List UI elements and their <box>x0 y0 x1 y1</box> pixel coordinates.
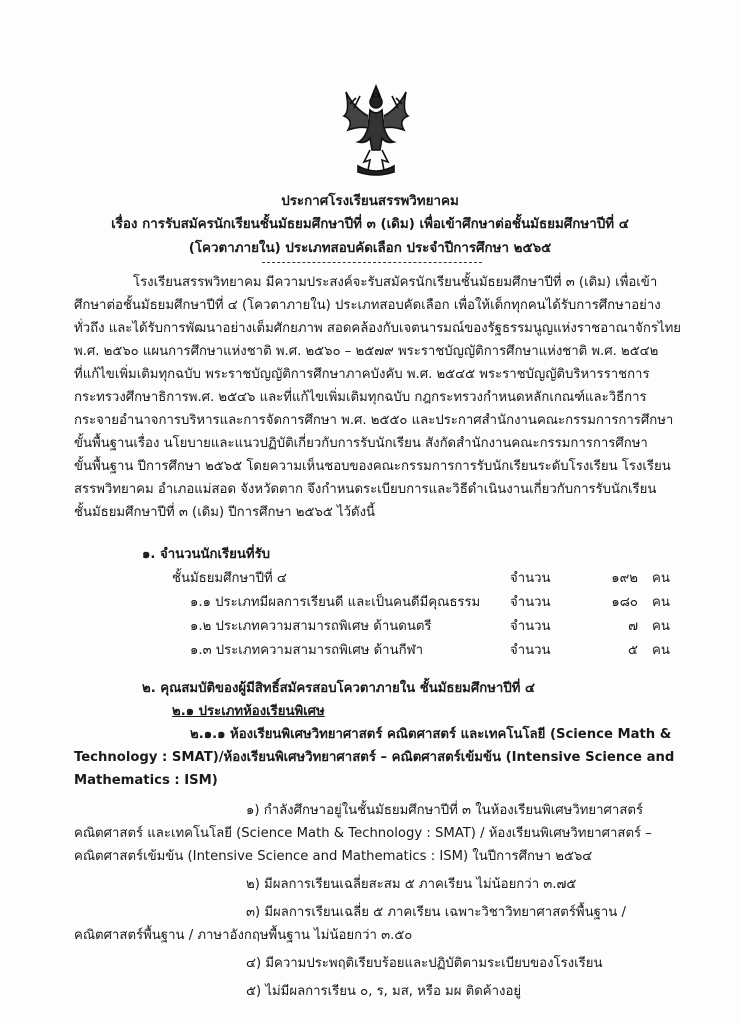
quota-label: ๑.๓ ประเภทความสามารถพิเศษ ด้านกีฬา <box>190 643 423 658</box>
qualification-item: ๔) มีความประพฤติเรียบร้อยและปฏิบัติตามระเบียบของโรงเรียน <box>246 956 603 971</box>
section-2-1-1-heading-cont: Technology : SMAT)/ห้องเรียนพิเศษวิทยาศาสตร์ – คณิตศาสตร์เข้มข้น (Intensive Science and <box>74 750 675 765</box>
quota-unit: คน <box>652 595 670 610</box>
qualification-item-cont: คณิตศาสตร์เข้มข้น (Intensive Science and Mathematics : ISM) ในปีการศึกษา ๒๕๖๔ <box>74 849 593 864</box>
intro-line: ศึกษาต่อชั้นมัธยมศึกษาปีที่ ๔ (โควตาภายใน) ประเภทสอบคัดเลือก เพื่อให้เด็กทุกคนได้รับการศึกษาอย่าง <box>74 298 661 313</box>
intro-line: ขั้นพื้นฐาน ปีการศึกษา ๒๕๖๕ โดยความเห็นชอบของคณะกรรมการการรับนักเรียนระดับโรงเรียน โรงเรียน <box>74 459 671 474</box>
qualification-item-cont: คณิตศาสตร์ และเทคโนโลยี (Science Math & Technology : SMAT) / ห้องเรียนพิเศษวิทยาศาสตร์ – <box>74 826 652 841</box>
quota-unit: คน <box>652 619 670 634</box>
intro-line: กระจายอำนาจการบริหารและการจัดการศึกษา พ.ศ. ๒๕๕๐ และประกาศสำนักงานคณะกรรมการการศึกษา <box>74 413 674 428</box>
quota-word: จำนวน <box>510 571 551 586</box>
intro-line: ขั้นพื้นฐานเรื่อง นโยบายและแนวปฏิบัติเกี่ยวกับการรับนักเรียน สังกัดสำนักงานคณะกรรมการการศึกษา <box>74 436 648 451</box>
quota-label: ๑.๑ ประเภทมีผลการเรียนดี และเป็นคนดีมีคุณธรรม <box>190 595 481 610</box>
section-2-heading: ๒. คุณสมบัติของผู้มีสิทธิ์สมัครสอบโควตาภายใน ชั้นมัธยมศึกษาปีที่ ๔ <box>142 681 535 696</box>
section-2-1-heading: ๒.๑ ประเภทห้องเรียนพิเศษ <box>172 704 325 719</box>
qualification-item-cont: คณิตศาสตร์พื้นฐาน / ภาษาอังกฤษพื้นฐาน ไม่น้อยกว่า ๓.๕๐ <box>74 928 413 943</box>
quota-count: ๕ <box>628 643 638 658</box>
quota-label: ชั้นมัธยมศึกษาปีที่ ๔ <box>172 571 287 586</box>
quota-label: ๑.๒ ประเภทความสามารถพิเศษ ด้านดนตรี <box>190 619 432 634</box>
qualification-item: ๓) มีผลการเรียนเฉลี่ย ๕ ภาคเรียน เฉพาะวิชาวิทยาศาสตร์พื้นฐาน / <box>246 905 626 920</box>
garuda-emblem-icon <box>340 82 412 178</box>
notice-title: ประกาศโรงเรียนสรรพวิทยาคม <box>281 194 459 209</box>
quota-word: จำนวน <box>510 595 551 610</box>
intro-line: ชั้นมัธยมศึกษาปีที่ ๓ (เดิม) ปีการศึกษา ๒๕๖๕ ไว้ดังนี้ <box>74 505 376 520</box>
quota-unit: คน <box>652 643 670 658</box>
qualification-item: ๒) มีผลการเรียนเฉลี่ยสะสม ๕ ภาคเรียน ไม่น้อยกว่า ๓.๗๕ <box>246 877 577 892</box>
qualification-item: ๕) ไม่มีผลการเรียน ๐, ร, มส, หรือ มผ ติดค้างอยู่ <box>246 984 522 999</box>
intro-line: โรงเรียนสรรพวิทยาคม มีความประสงค์จะรับสมัครนักเรียนชั้นมัธยมศึกษาปีที่ ๓ (เดิม) เพื่อเข้า <box>133 275 658 290</box>
title-divider <box>262 262 482 263</box>
quota-word: จำนวน <box>510 643 551 658</box>
section-1-heading: ๑. จำนวนนักเรียนที่รับ <box>142 547 271 562</box>
intro-line: สรรพวิทยาคม อำเภอแม่สอด จังหวัดตาก จึงกำหนดระเบียบการและวิธีดำเนินงานเกี่ยวกับการรับนักเรียน <box>74 482 657 497</box>
quota-count: ๗ <box>628 619 638 634</box>
qualification-item: ๑) กำลังศึกษาอยู่ในชั้นมัธยมศึกษาปีที่ ๓ ในห้องเรียนพิเศษวิทยาศาสตร์ <box>246 803 644 818</box>
intro-line: กระทรวงศึกษาธิการพ.ศ. ๒๕๔๖ และที่แก้ไขเพิ่มเติมทุกฉบับ กฎกระทรวงกำหนดหลักเกณฑ์และวิธีการ <box>74 390 647 405</box>
intro-line: ที่แก้ไขเพิ่มเติมทุกฉบับ พระราชบัญญัติการศึกษาภาคบังคับ พ.ศ. ๒๕๔๕ พระราชบัญญัติบริหารราชการ <box>74 367 650 382</box>
quota-unit: คน <box>652 571 670 586</box>
notice-subject-line-2: (โควตาภายใน) ประเภทสอบคัดเลือก ประจำปีการศึกษา ๒๕๖๕ <box>188 241 552 256</box>
notice-subject-line-1: เรื่อง การรับสมัครนักเรียนชั้นมัธยมศึกษาปีที่ ๓ (เดิม) เพื่อเข้าศึกษาต่อชั้นมัธยมศึกษาปีที่ ๔ <box>111 217 629 232</box>
quota-count: ๑๙๒ <box>611 571 638 586</box>
section-2-1-1-heading: ๒.๑.๑ ห้องเรียนพิเศษวิทยาศาสตร์ คณิตศาสตร์ และเทคโนโลยี (Science Math & <box>190 727 672 742</box>
quota-word: จำนวน <box>510 619 551 634</box>
intro-line: ทั่วถึง และได้รับการพัฒนาอย่างเต็มศักยภาพ สอดคล้องกับเจตนารมณ์ของรัฐธรรมนูญแห่งราชอาณาจักรไทย <box>74 321 682 336</box>
section-2-1-1-heading-cont: Mathematics : ISM) <box>74 773 218 788</box>
quota-count: ๑๘๐ <box>611 595 638 610</box>
intro-line: พ.ศ. ๒๕๖๐ แผนการศึกษาแห่งชาติ พ.ศ. ๒๕๖๐ – ๒๕๗๙ พระราชบัญญัติการศึกษาแห่งชาติ พ.ศ. ๒๕๔๒ <box>74 344 659 359</box>
